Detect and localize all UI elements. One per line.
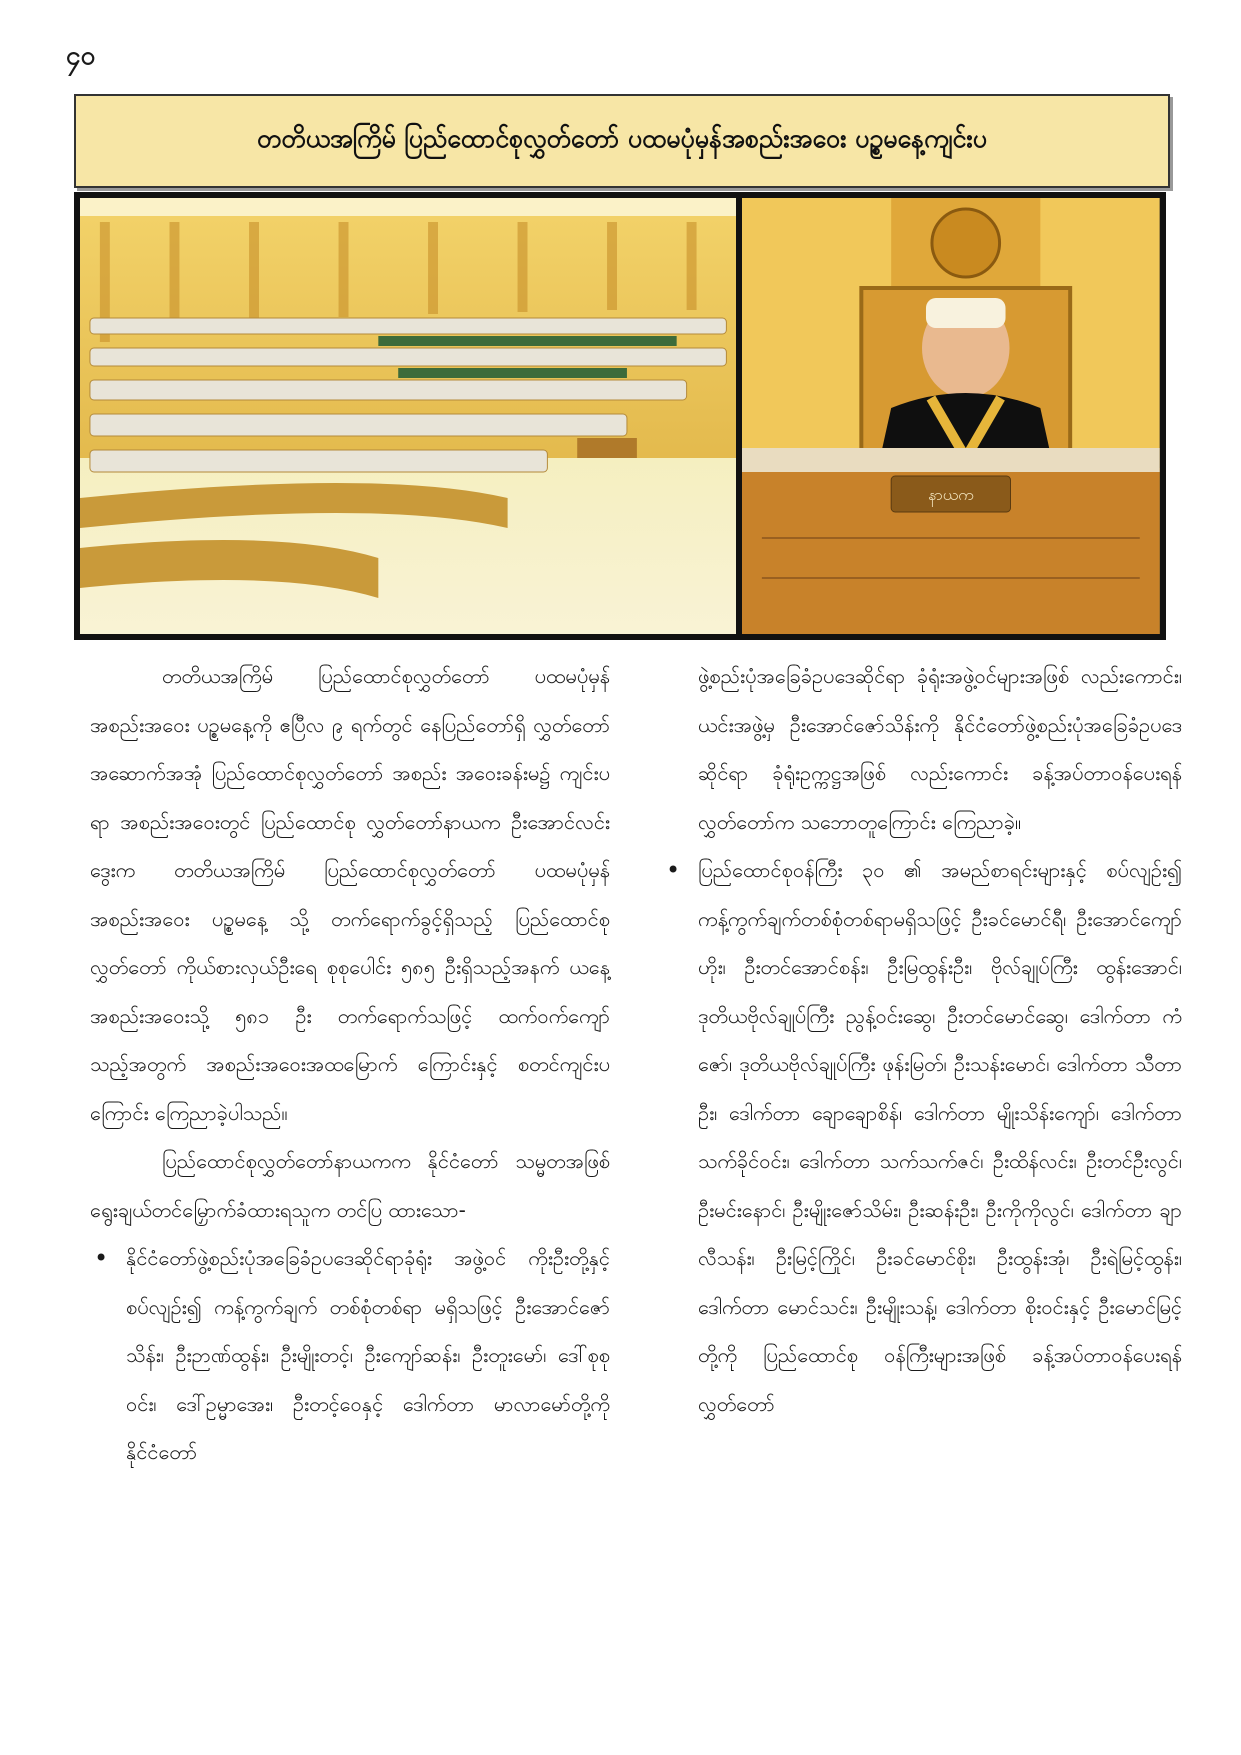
paragraph: ပြည်ထောင်စုလွှတ်တော်နာယကက နိုင်ငံတော် သမ္မတအဖြစ် ရွေးချယ်တင်မြှောက်ခံထားရသူက တင်ပြ ထားသော-: [90, 1149, 610, 1222]
bullet-item: • နိုင်ငံတော်ဖွဲ့စည်းပုံအခြေခံဥပဒေဆိုင်ရာခုံရုံး အဖွဲ့ဝင် ကိုးဦးတို့နှင့်စပ်လျဉ်း၍ ကန့်ကွက်ချက် တစ်စုံတစ်ရာ မရှိသဖြင့် ဦးအောင်ဇော်သိန်း၊ ဦးဉာဏ်ထွန်း၊ ဦးမျိုးတင့်၊ ဦးကျော်ဆန်း၊ ဦးတူးမော်၊ ဒေါ်စုစုဝင်း၊ ဒေါ်ဥမ္မာအေး၊ ဦးတင့်ဝေနှင့် ဒေါက်တာ မာလာမော်တို့ကို နိုင်ငံတော်: [90, 1234, 610, 1477]
left-column: [90, 652, 610, 1477]
article-title: တတိယအကြိမ် ပြည်ထောင်စုလွှတ်တော် ပထမပုံမှန်အစည်းအဝေး ပဉ္စမနေ့ကျင်းပ: [257, 123, 987, 153]
hall-photo: [80, 198, 736, 634]
speaker-photo: [742, 198, 1160, 634]
page-number: ၄၀: [66, 41, 96, 71]
title-banner: [74, 94, 1170, 188]
speaker-nameplate: နာယက: [928, 484, 975, 505]
bullet-item: • ပြည်ထောင်စုဝန်ကြီး ၃၀ ၏ အမည်စာရင်းများနှင့် စပ်လျဉ်း၍ ကန့်ကွက်ချက်တစ်စုံတစ်ရာမရှိသဖြင့် ဦးခင်မောင်ရီ၊ ဦးအောင်ကျော်ဟိုး၊ ဦးတင်အောင်စန်း၊ ဦးမြထွန်းဦး၊ ဗိုလ်ချုပ်ကြီး ထွန်းအောင်၊ ဒုတိယဗိုလ်ချုပ်ကြီး ညွန့်ဝင်းဆွေ၊ ဦးတင်မောင်ဆွေ၊ ဒေါက်တာ ကံဇော်၊ ဒုတိယဗိုလ်ချုပ်ကြီး ဖုန်းမြတ်၊ ဦးသန်းမောင်၊ ဒေါက်တာ သီတာဦး၊ ဒေါက်တာ ချောချောစိန်၊ ဒေါက်တာ မျိုးသိန်းကျော်၊ ဒေါက်တာ သက်ခိုင်ဝင်း၊ ဒေါက်တာ သက်သက်ဇင်၊ ဦးထိန်လင်း၊ ဦးတင်ဦးလွင်၊ ဦးမင်းနောင်၊ ဦးမျိုးဇော်သိမ်း၊ ဦးဆန်းဦး၊ ဦးကိုကိုလွင်၊ ဒေါက်တာ ချာလီသန်း၊ ဦးမြင့်ကြိုင်၊ ဦးခင်မောင်စိုး၊ ဦးထွန်းအုံ၊ ဦးရဲမြင့်ထွန်း၊ ဒေါက်တာ မောင်သင်း၊ ဦးမျိုးသန့်၊ ဒေါက်တာ စိုးဝင်းနှင့် ဦးမောင်မြင့်တို့ကို ပြည်ထောင်စု ဝန်ကြီးများအဖြစ် ခန့်အပ်တာဝန်ပေးရန် လွှတ်တော်: [662, 846, 1182, 1428]
photo-frame: [74, 192, 1166, 640]
right-column: [662, 652, 1182, 1428]
paragraph: တတိယအကြိမ် ပြည်ထောင်စုလွှတ်တော် ပထမပုံမှန် အစည်းအဝေး ပဉ္စမနေ့ကို ဧပြီလ ၉ ရက်တွင် နေပြည်တော်ရှိ လွှတ်တော်အဆောက်အအုံ ပြည်ထောင်စုလွှတ်တော် အစည်း အဝေးခန်းမ၌ ကျင်းပရာ အစည်းအဝေးတွင် ပြည်ထောင်စု လွှတ်တော်နာယက ဦးအောင်လင်းဒွေးက တတိယအကြိမ် ပြည်ထောင်စုလွှတ်တော် ပထမပုံမှန်အစည်းအဝေး ပဉ္စမနေ့ သို့ တက်ရောက်ခွင့်ရှိသည့် ပြည်ထောင်စုလွှတ်တော် ကိုယ်စားလှယ်ဦးရေ စုစုပေါင်း ၅၈၅ ဦးရှိသည့်အနက် ယနေ့အစည်းအဝေးသို့ ၅၈၁ ဦး တက်ရောက်သဖြင့် ထက်ဝက်ကျော်သည့်အတွက် အစည်းအဝေးအထမြောက် ကြောင်းနှင့် စတင်ကျင်းပကြောင်း ကြေညာခဲ့ပါသည်။: [90, 664, 610, 1125]
paragraph: ဖွဲ့စည်းပုံအခြေခံဥပဒေဆိုင်ရာ ခုံရုံးအဖွဲ့ဝင်များအဖြစ် လည်းကောင်း၊ ယင်းအဖွဲ့မှ ဦးအောင်ဇော်သိန်းကို နိုင်ငံတော်ဖွဲ့စည်းပုံအခြေခံဥပဒေဆိုင်ရာ ခုံရုံးဥက္ကဋ္ဌအဖြစ် လည်းကောင်း ခန့်အပ်တာဝန်ပေးရန် လွှတ်တော်က သဘောတူကြောင်း ကြေညာခဲ့။: [698, 664, 1182, 834]
